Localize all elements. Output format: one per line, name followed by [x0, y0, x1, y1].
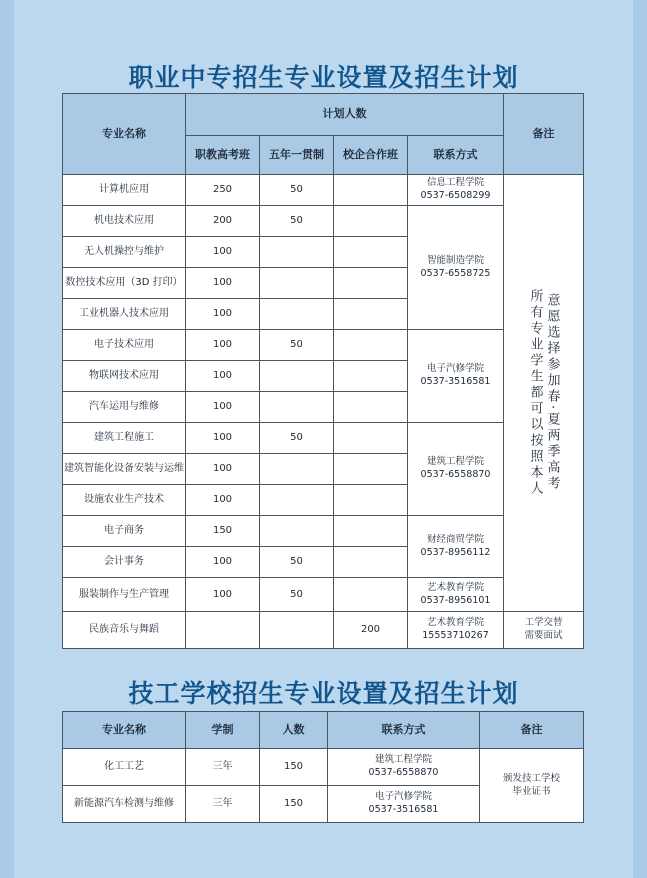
five-year-count	[260, 361, 334, 392]
header-contact: 联系方式	[408, 136, 504, 175]
coop-count	[334, 578, 408, 612]
gaokao-count	[186, 612, 260, 649]
technical-plan-table	[62, 711, 584, 823]
gaokao-count: 250	[186, 175, 260, 206]
coop-count	[334, 454, 408, 485]
coop-count	[334, 206, 408, 237]
gaokao-count: 100	[186, 361, 260, 392]
coop-count	[334, 485, 408, 516]
major-name: 服装制作与生产管理	[63, 578, 186, 612]
coop-count	[334, 361, 408, 392]
five-year-count: 50	[260, 175, 334, 206]
gaokao-count: 100	[186, 268, 260, 299]
header-years: 学制	[186, 712, 260, 749]
years-value: 三年	[186, 786, 260, 823]
header-count: 人数	[260, 712, 328, 749]
major-name: 新能源汽车检测与维修	[63, 786, 186, 823]
major-name: 物联网技术应用	[63, 361, 186, 392]
major-name: 建筑工程施工	[63, 423, 186, 454]
five-year-count	[260, 516, 334, 547]
major-name: 计算机应用	[63, 175, 186, 206]
major-name: 数控技术应用（3D 打印）	[63, 268, 186, 299]
note-interview: 工学交替 需要面试	[504, 612, 584, 649]
contact-info: 电子汽修学院 0537-3516581	[328, 786, 480, 823]
title-technical: 技工学校招生专业设置及招生计划	[128, 679, 519, 708]
gaokao-count: 100	[186, 330, 260, 361]
contact-info: 建筑工程学院 0537-6558870	[408, 423, 504, 516]
gaokao-count: 200	[186, 206, 260, 237]
gaokao-count: 100	[186, 485, 260, 516]
five-year-count	[260, 454, 334, 485]
major-name: 民族音乐与舞蹈	[63, 612, 186, 649]
gaokao-count: 100	[186, 423, 260, 454]
major-name: 电子商务	[63, 516, 186, 547]
note-text-col2: 意愿选择参加春·夏两季高考	[544, 293, 560, 493]
vocational-plan-table	[62, 93, 584, 649]
five-year-count	[260, 299, 334, 330]
five-year-count: 50	[260, 206, 334, 237]
major-name: 电子技术应用	[63, 330, 186, 361]
five-year-count	[260, 485, 334, 516]
header-coop: 校企合作班	[334, 136, 408, 175]
years-value: 三年	[186, 749, 260, 786]
gaokao-count: 100	[186, 547, 260, 578]
coop-count	[334, 330, 408, 361]
five-year-count	[260, 392, 334, 423]
title-vocational: 职业中专招生专业设置及招生计划	[128, 63, 519, 92]
coop-count	[334, 547, 408, 578]
left-edge-stripe	[0, 0, 14, 878]
five-year-count	[260, 237, 334, 268]
gaokao-count: 100	[186, 454, 260, 485]
header-major: 专业名称	[63, 712, 186, 749]
major-name: 无人机操控与维护	[63, 237, 186, 268]
coop-count	[334, 237, 408, 268]
contact-info: 智能制造学院 0537-6558725	[408, 206, 504, 330]
header-note: 备注	[504, 94, 584, 175]
five-year-count	[260, 268, 334, 299]
coop-count	[334, 299, 408, 330]
five-year-count: 50	[260, 423, 334, 454]
gaokao-count: 100	[186, 392, 260, 423]
header-major: 专业名称	[63, 94, 186, 175]
contact-info: 艺术教育学院 15553710267	[408, 612, 504, 649]
major-name: 化工工艺	[63, 749, 186, 786]
contact-info: 电子汽修学院 0537-3516581	[408, 330, 504, 423]
header-contact: 联系方式	[328, 712, 480, 749]
major-name: 汽车运用与维修	[63, 392, 186, 423]
major-name: 机电技术应用	[63, 206, 186, 237]
coop-count	[334, 423, 408, 454]
right-edge-stripe	[633, 0, 647, 878]
five-year-count: 50	[260, 578, 334, 612]
header-five-year: 五年一贯制	[260, 136, 334, 175]
count-value: 150	[260, 749, 328, 786]
major-name: 会计事务	[63, 547, 186, 578]
contact-info: 信息工程学院 0537-6508299	[408, 175, 504, 206]
coop-count	[334, 175, 408, 206]
header-gaokao: 职教高考班	[186, 136, 260, 175]
header-note: 备注	[480, 712, 584, 749]
contact-info: 艺术教育学院 0537-8956101	[408, 578, 504, 612]
coop-count	[334, 516, 408, 547]
note-cell: 颁发技工学校 毕业证书	[480, 749, 584, 823]
five-year-count: 50	[260, 547, 334, 578]
gaokao-count: 150	[186, 516, 260, 547]
note-cell	[504, 175, 584, 612]
gaokao-count: 100	[186, 578, 260, 612]
coop-count	[334, 268, 408, 299]
major-name: 工业机器人技术应用	[63, 299, 186, 330]
header-plan: 计划人数	[186, 94, 504, 136]
contact-info: 财经商贸学院 0537-8956112	[408, 516, 504, 578]
major-name: 建筑智能化设备安装与运维	[63, 454, 186, 485]
coop-count: 200	[334, 612, 408, 649]
five-year-count: 50	[260, 330, 334, 361]
coop-count	[334, 392, 408, 423]
note-text-col1: 所有专业学生都可以按照本人	[527, 289, 543, 497]
major-name: 设施农业生产技术	[63, 485, 186, 516]
five-year-count	[260, 612, 334, 649]
gaokao-count: 100	[186, 299, 260, 330]
contact-info: 建筑工程学院 0537-6558870	[328, 749, 480, 786]
count-value: 150	[260, 786, 328, 823]
gaokao-count: 100	[186, 237, 260, 268]
